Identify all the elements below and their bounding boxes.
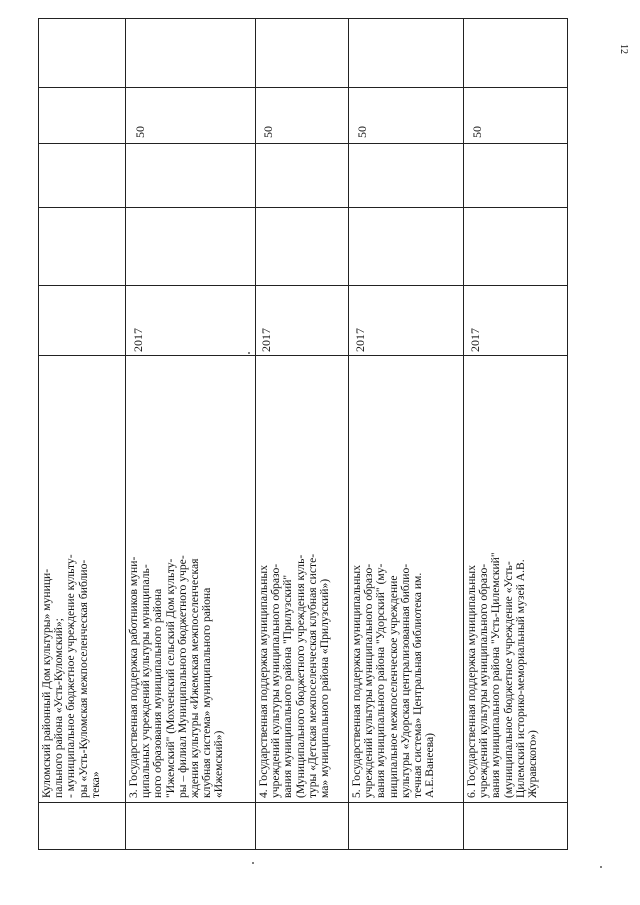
row-text-line: 6. Государственная поддержка муниципальных	[465, 564, 478, 798]
row-text-line: 4. Государственная поддержка муниципальных	[257, 564, 270, 798]
table-row	[349, 356, 463, 802]
row-text-line: Журавского»)	[526, 730, 540, 798]
value-cell: 50	[355, 126, 369, 138]
year-cell: 2017	[468, 328, 482, 352]
row-text-line: ждения культуры «Ижемская межпоселенческая	[188, 558, 202, 798]
row-text-line: А.Е.Ванеева)	[423, 733, 437, 798]
table-row	[464, 356, 567, 802]
row-text-line: Куломский районный Дом культуры» муници-	[40, 568, 53, 798]
value-cell: 50	[133, 126, 147, 138]
row-text-line: пального района «Усть-Куломский»;	[52, 618, 66, 798]
row-text-line: ры – филиал Муниципального бюджетного учре-	[175, 555, 189, 798]
row-text-line: клубная система» муниципального района	[200, 587, 214, 798]
row-text-line: ного образования муниципального района	[151, 588, 165, 798]
row-text-line: учреждений культуры муниципального образо-	[362, 563, 376, 798]
row-text-line: вания муниципального района "Усть-Цилемский"	[489, 552, 503, 798]
row-text-line: учреждений культуры муниципального образо-	[477, 563, 491, 798]
scan-speck	[600, 866, 602, 868]
row-text-line: ципальных учреждений культуры муниципаль-	[139, 564, 153, 798]
row-text-line: течная система» Центральная библиотека им.	[411, 572, 425, 798]
row-text-line: вания муниципального района "Удорский" (му-	[374, 563, 388, 798]
scan-speck	[252, 862, 254, 864]
row-text-line: ры «Усть-Куломская межпоселенческая библио-	[76, 559, 90, 798]
row-text-line: 3. Государственная поддержка работников муни-	[127, 556, 140, 798]
year-cell: 2017	[131, 328, 145, 352]
value-cell: 50	[261, 126, 275, 138]
row-text-line: вания муниципального района "Прилузский"	[281, 574, 295, 798]
row-text-line: Цилемский историко-мемориальный музей А.В.	[513, 559, 527, 798]
table-row	[39, 356, 125, 802]
row-text-line: ниципальное межпоселенческое учреждение	[386, 575, 400, 798]
row-text-line: 5. Государственная поддержка муниципальных	[350, 564, 363, 798]
row-text-line: (Муниципального бюджетного учреждения куль-	[293, 554, 307, 798]
value-cell: 50	[470, 126, 484, 138]
row-text-line: "Ижемский" (Мохченский сельский Дом культу-	[163, 558, 177, 798]
table-row	[256, 356, 348, 802]
row-text-line: - муниципальное бюджетное учреждение культу-	[64, 554, 78, 798]
scan-speck	[248, 352, 250, 354]
rotated-table	[38, 18, 568, 850]
row-text-line: тека»	[88, 771, 102, 798]
row-text-line: (муниципальное бюджетное учреждение «Усть-	[501, 561, 515, 798]
row-text-line: учреждений культуры муниципального образо-	[269, 563, 283, 798]
row-text-line: культуры «Удорская централизованная библио-	[398, 563, 412, 798]
table-row	[126, 356, 255, 802]
row-text-line: туры «Детская межпоселенческая клубная систе-	[305, 553, 319, 798]
year-cell: 2017	[353, 328, 367, 352]
year-cell: 2017	[259, 328, 273, 352]
row-text-line: «Ижемский»)	[212, 730, 226, 798]
page-number: 12	[618, 44, 629, 54]
row-text-line: ма» муниципального района «Прилузский»)	[318, 578, 332, 798]
